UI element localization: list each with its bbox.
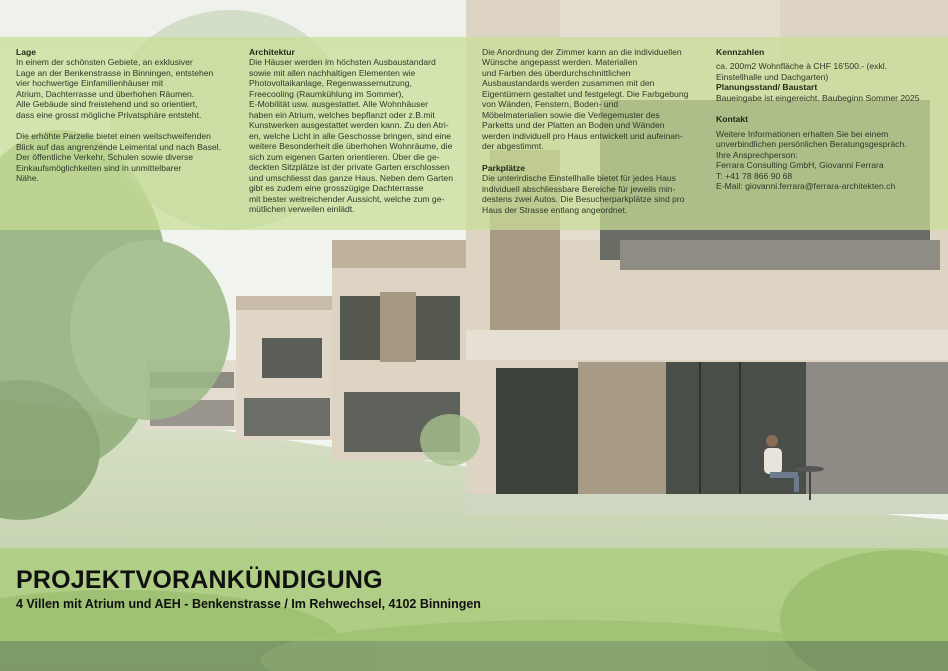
- architektur-heading: Architektur: [249, 47, 295, 57]
- parkplaetze-heading: Parkplätze: [482, 162, 525, 173]
- page-subtitle: 4 Villen mit Atrium und AEH - Benkenstrasse / Im Rehwechsel, 4102 Binningen: [16, 597, 481, 611]
- lage-text: In einem der schönsten Gebiete, an exklusiver Lage an der Benkenstrasse in Binningen, entstehen vier hochwertige Einfamilienhäuser mit Atrium, Dachterrasse und überhohen Räumen. Alle Gebäude sind freistehend und so orientiert, dass eine grosst mögliche Privatsphäre entsteht.: [16, 57, 214, 120]
- section-lage: [16, 47, 241, 184]
- lage-heading: Lage: [16, 47, 37, 57]
- architektur-text: Die Häuser werden im höchsten Ausbaustandard sowie mit allen nachhaltigen Elementen wie Photovoltaikanlage, Regenwassernutzung, Freecooling (Raumkühlung im Sommer), E-Mobilität usw. ausgestattet. Alle Wohnhäuser haben ein Atrium, welches bepflanzt oder z.B.mit Kunstwerken ausgestattet werden kann. Zu den Atri- en, welche Licht in alle Geschosse bringen, sind eine weitere Besonderheit die überhohen Wohnräume, die sich zum eigenen Garten orientieren. Über die ge- deckten Sitzplätze ist der private Garten erschlossen und umschliesst das ganze Haus. Neben dem Garten gibt es zudem eine grosszügige Dachterrasse mit bester weitreichender Aussicht, welche zum ge- mütlichen verweilen einlädt.: [249, 57, 453, 215]
- kontakt-heading: Kontakt: [716, 114, 748, 125]
- section-kennzahlen: [716, 47, 936, 192]
- section-architektur: [249, 47, 469, 215]
- kennzahlen-text: ca. 200m2 Wohnfläche à CHF 16'500.- (exkl. Einstellhalle und Dachgarten): [716, 61, 888, 82]
- planungsstand-heading: Planungsstand/ Baustart: [716, 82, 818, 93]
- kennzahlen-heading: Kennzahlen: [716, 47, 765, 57]
- kontakt-text: Weitere Informationen erhalten Sie bei einem unverbindlichen persönlichen Beratungsgespräch. Ihre Ansprechperson: Ferrara Consulting GmbH, Giovanni Ferrara T: +41 78 866 90 68 E-Mail: giovanni.ferrara@ferrara-architekten.ch: [716, 128, 907, 192]
- planungsstand-text: Baueingabe ist eingereicht. Baubeginn Sommer 2025: [716, 92, 920, 103]
- ausbau-text: Die Anordnung der Zimmer kann an die individuellen Wünsche angepasst werden. Materialien und Farben des überdurchschnittlichen Ausbaustandards werden zusammen mit den Eigentümern gestaltet und festgelegt. Die Farbgebung von Wänden, Fenstern, Boden- und Möbelmaterialien sowie die Verlegemuster des Parketts und der Platten an Boden und Wänden werden individuell pro Haus entwickelt und aufeinan- der abgestimmt.: [482, 47, 689, 152]
- villa-second: [236, 296, 334, 440]
- page-title: PROJEKTVORANKÜNDIGUNG: [16, 566, 383, 594]
- section-ausbau: [482, 47, 704, 215]
- lage-text-2: Die erhöhte Parzelle bietet einen weitschweifenden Blick auf das angrenzende Leimental und nach Basel. Der öffentliche Verkehr, Schulen sowie diverse Einkaufsmöglichkeiten sind in unmittelbarer Nähe.: [16, 131, 221, 184]
- parkplaetze-text: Die unterirdische Einstellhalle bietet für jedes Haus individuell abschliessbare Bereiche für jeweils min- destens zwei Autos. Die Besucherparkplätze sind pro Haus der Strasse entlang angeordnet.: [482, 173, 685, 215]
